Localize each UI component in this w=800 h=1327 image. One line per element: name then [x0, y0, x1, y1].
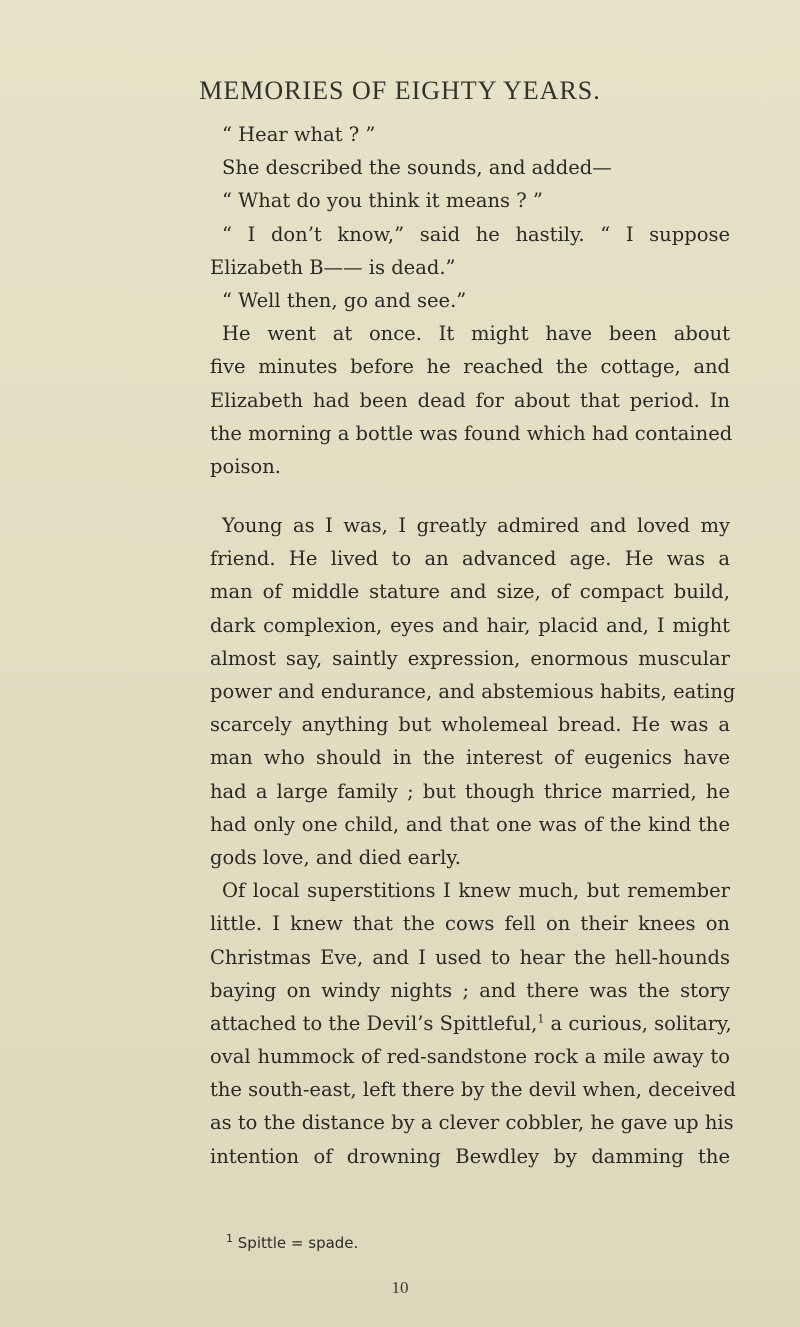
text-line: She described the sounds, and added— — [222, 156, 612, 180]
text-line: the south-east, left there by the devil when, deceived — [210, 1078, 736, 1102]
text-line: man who should in the interest of eugenics have — [210, 746, 730, 770]
text-line: poison. — [210, 454, 281, 478]
text-line: as to the distance by a clever cobbler, he gave up his — [210, 1111, 734, 1135]
text-line: intention of drowning Bewdley by damming the — [210, 1144, 730, 1168]
text-line: five minutes before he reached the cottage, and — [210, 355, 730, 379]
text-line: Young as I was, I greatly admired and loved my — [222, 514, 730, 538]
text-line: had only one child, and that one was of the kind the — [210, 812, 730, 836]
text-line: oval hummock of red-sandstone rock a mile away to — [210, 1045, 730, 1069]
text-line: gods love, and died early. — [210, 845, 461, 869]
text-line: dark complexion, eyes and hair, placid and, I might — [210, 613, 730, 637]
text-line: baying on windy nights ; and there was the story — [210, 978, 730, 1002]
text-line: almost say, saintly expression, enormous muscular — [210, 646, 730, 670]
text-line: power and endurance, and abstemious habits, eating — [210, 680, 736, 703]
footnote-text: Spittle = spade. — [237, 1234, 359, 1252]
body-text — [210, 118, 736, 1173]
text-line: “ Well then, go and see.” — [222, 288, 467, 312]
text-line: Elizabeth had been dead for about that period. In — [210, 388, 730, 412]
text-line: Christmas Eve, and I used to hear the hell-hounds — [210, 945, 730, 969]
page-number: 10 — [391, 1278, 409, 1297]
running-header: MEMORIES OF EIGHTY YEARS. — [199, 76, 601, 105]
text-line: Of local superstitions I knew much, but remember — [222, 879, 730, 903]
footnote — [226, 1234, 358, 1252]
text-line: Elizabeth B—— is dead.” — [210, 255, 456, 279]
text-line: the morning a bottle was found which had contained — [210, 421, 733, 445]
text-line: scarcely anything but wholemeal bread. He was a — [210, 713, 730, 737]
footnote-number: 1 — [226, 1232, 233, 1245]
text-fragment: attached to the Devil’s Spittleful, — [210, 1011, 538, 1035]
paragraph-gap — [210, 483, 730, 509]
text-line: man of middle stature and size, of compact build, — [210, 580, 730, 604]
footnote-marker: 1 — [537, 1012, 545, 1026]
text-line: had a large family ; but though thrice married, he — [210, 779, 730, 803]
text-line: “ Hear what ? ” — [222, 123, 376, 146]
text-fragment: a curious, solitary, — [550, 1011, 732, 1035]
text-line: “ What do you think it means ? ” — [222, 189, 543, 213]
text-line: He went at once. It might have been about — [222, 322, 730, 346]
text-line: “ I don’t know,” said he hastily. “ I suppose — [222, 222, 730, 246]
text-line: little. I knew that the cows fell on their knees on — [210, 912, 730, 936]
text-line: friend. He lived to an advanced age. He was a — [210, 547, 730, 571]
text-line — [210, 1007, 730, 1040]
